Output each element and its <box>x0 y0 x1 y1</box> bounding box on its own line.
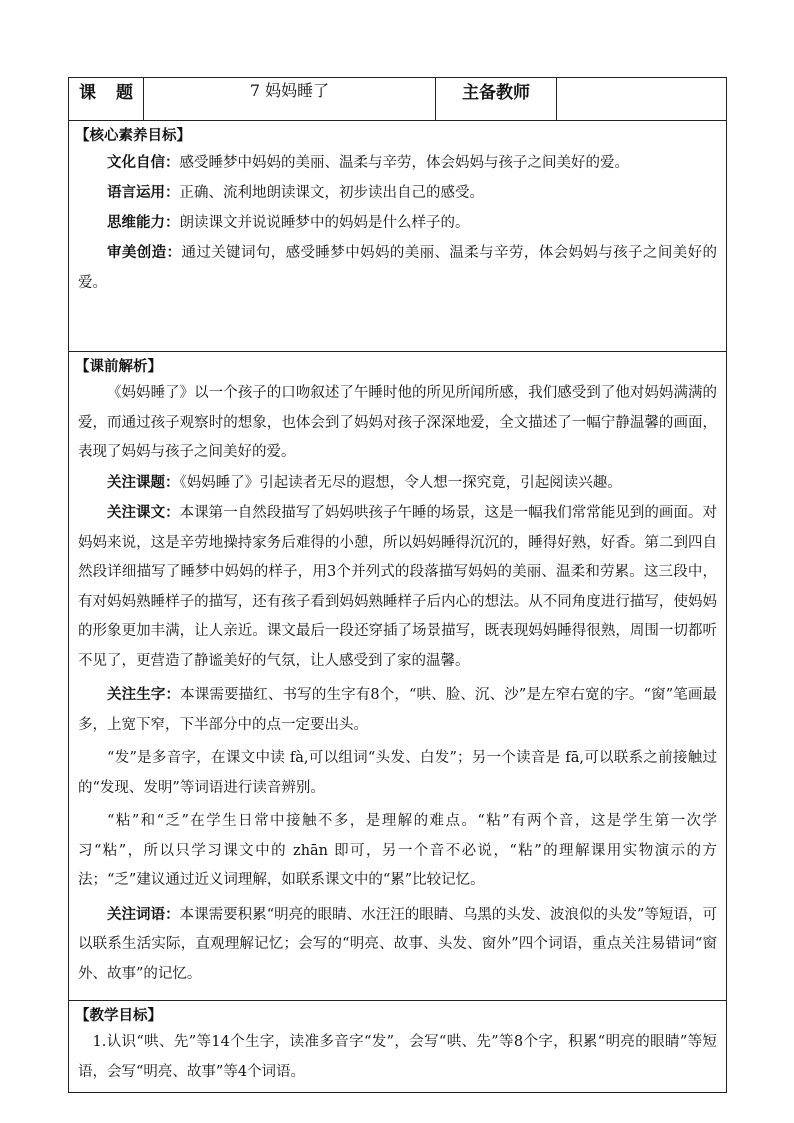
goal-aesthetic: 审美创造：通过关键词句，感受睡梦中妈妈的美丽、温柔与辛劳，体会妈妈与孩子之间美好的爱。 <box>78 244 717 291</box>
teacher-label: 主备教师 <box>436 78 557 121</box>
goal-thinking: 思维能力：朗读课文并说说睡梦中的妈妈是什么样子的。 <box>107 214 470 231</box>
analysis-text-focus: 关注课文：本课第一自然段描写了妈妈哄孩子午睡的场景，这是一幅我们常常能见到的画面。对妈妈来说，这是辛劳地操持家务后难得的小憩，所以妈妈睡得沉沉的，睡得好熟，好香。第二到四自然段详细描写了睡梦中妈妈的样子，用3个并列式的段落描写妈妈的美丽、温柔和劳累。这三段中，有对妈妈熟睡样子的描写，还有孩子看到妈妈熟睡样子后内心的想法。从不同角度进行描写，使妈妈的形象更加丰满，让人亲近。课文最后一段还穿插了场景描写，既表现妈妈睡得很熟，周围一切都听不见了，更营造了静谧美好的气氛，让人感受到了家的温馨。 <box>78 504 717 669</box>
core-goals-row <box>69 121 727 352</box>
analysis-row <box>69 352 727 1001</box>
teaching-goals-section <box>69 1001 727 1093</box>
teaching-goals-heading: 【教学目标】 <box>75 1007 162 1024</box>
teacher-value <box>557 78 727 121</box>
analysis-intro: 《妈妈睡了》以一个孩子的口吻叙述了午睡时他的所见所闻所感，我们感受到了他对妈妈满满的爱，而通过孩子观察时的想象，也体会到了妈妈对孩子深深地爱，全文描述了一幅宁静温馨的画面，表现了妈妈与孩子之间美好的爱。 <box>78 385 717 460</box>
analysis-title-focus: 关注课题：《妈妈睡了》引起读者无尽的遐想，令人想一探究竟，引起阅读兴趣。 <box>107 473 622 491</box>
analysis-heading: 【课前解析】 <box>75 358 162 375</box>
header-row <box>69 78 727 121</box>
core-goals-heading: 【核心素养目标】 <box>75 127 191 144</box>
lesson-plan-page <box>68 77 726 1093</box>
topic-label: 课 题 <box>69 78 144 121</box>
analysis-char-focus: 关注生字：本课需要描红、书写的生字有8个，“哄、脸、沉、沙”是左窄右宽的字。“窗”笔画最多，上宽下窄，下半部分中的点一定要出头。 <box>78 686 718 733</box>
analysis-zhan-note: “粘”和“乏”在学生日常中接触不多，是理解的难点。“粘”有两个音，这是学生第一次学习“粘”，所以只学习课文中的 zhān 即可，另一个音不必说，“粘”的理解课用实物演示的方法；“乏”建议通过近义词理解，如联系课文中的“累”比较记忆。 <box>78 813 717 888</box>
lesson-plan-table <box>68 77 727 1093</box>
analysis-fa-note: “发”是多音字，在课文中读 fà,可以组词“头发、白发”；另一个读音是 fā,可以联系之前接触过的“发现、发明”等词语进行读音辨别。 <box>78 750 717 796</box>
teaching-goal-1: 1.认识“哄、先”等14个生字，读准多音字“发”，会写“哄、先”等8个字，积累“明亮的眼睛”等短语，会写“明亮、故事”等4个词语。 <box>78 1034 717 1080</box>
goal-language: 语言运用：正确、流利地朗读课文，初步读出自己的感受。 <box>107 184 484 201</box>
core-goals-section <box>69 121 727 352</box>
lesson-title: 7 妈妈睡了 <box>144 78 436 121</box>
analysis-word-focus: 关注词语：本课需要积累“明亮的眼睛、水汪汪的眼睛、乌黑的头发、波浪似的头发”等短语，可以联系生活实际，直观理解记忆；会写的“明亮、故事、头发、窗外”四个词语，重点关注易错词“窗外、故事”的记忆。 <box>78 905 718 982</box>
goal-culture: 文化自信：感受睡梦中妈妈的美丽、温柔与辛劳，体会妈妈与孩子之间美好的爱。 <box>107 154 629 171</box>
analysis-section <box>69 352 727 1001</box>
teaching-goals-row <box>69 1001 727 1093</box>
